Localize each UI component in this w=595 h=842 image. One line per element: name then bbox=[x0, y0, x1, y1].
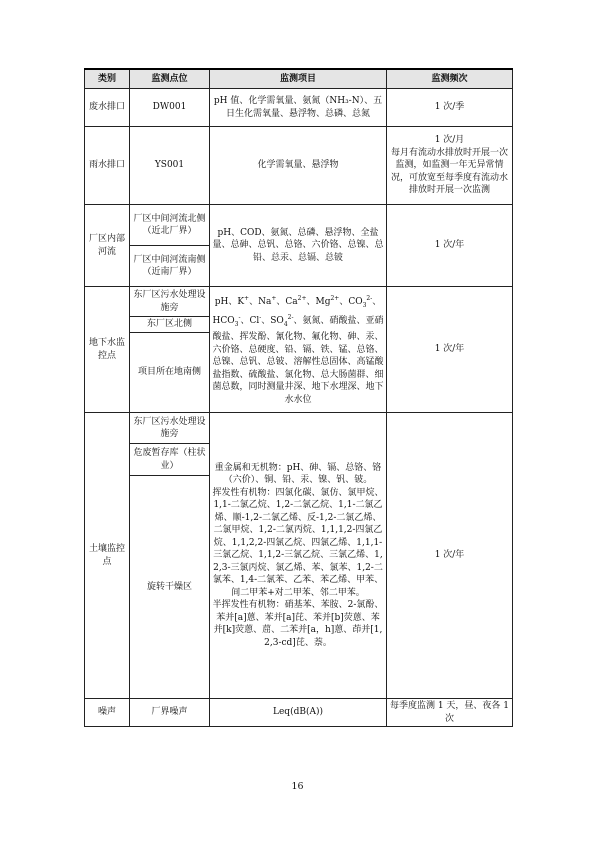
items-cell bbox=[210, 413, 387, 699]
point-cell: 东厂区污水处理设施旁 bbox=[130, 287, 210, 317]
heavy-metal-items: 重金属和无机物：pH、砷、镉、总铬、铬（六价）、铜、铅、汞、镍、钒、铍。 bbox=[214, 462, 382, 486]
frequency-cell: 1 次/年 bbox=[387, 205, 513, 287]
point-cell: 危废暂存库（柱状业） bbox=[130, 444, 210, 476]
table-header-row bbox=[85, 69, 513, 89]
items-cell: Leq(dB(A)) bbox=[210, 699, 387, 727]
frequency-cell: 1 次/年 bbox=[387, 413, 513, 699]
frequency-cell bbox=[387, 127, 513, 205]
table-row bbox=[85, 205, 513, 246]
category-cell: 厂区内部河流 bbox=[85, 205, 130, 287]
items-cell: 化学需氧量、悬浮物 bbox=[210, 127, 387, 205]
point-cell: 旋转干燥区 bbox=[130, 476, 210, 699]
category-cell: 地下水监控点 bbox=[85, 287, 130, 413]
table-row bbox=[85, 413, 513, 444]
items-cell: pH、K+、Na+、$Ca^{2+}$、$Mg^{2+}$、$CO_3^{2-}$、$HCO_3^-$、Cl-、$SO_4^{2-}$、氨氮、硝酸盐、亚硝酸盐、挥发酚、氰化物、氟化物、砷、汞、六价铬、总硬度、铅、镉、铁、锰、总铬、总镍、总钒、总铍、溶解性总固体、高锰酸盐指数、硫酸盐、氯化物、总大肠菌群、细菌总数，同时测量井深、地下水埋深、地下水水位 bbox=[210, 287, 387, 413]
items-cell: pH、COD、氨氮、总磷、悬浮物、全盐量、总砷、总钒、总铬、六价铬、总镍、总铅、总汞、总镉、总铍 bbox=[210, 205, 387, 287]
voc-items: 挥发性有机物：四氯化碳、氯仿、氯甲烷、1,1-二氯乙烷、1,2-二氯乙烷、1,1-二氯乙烯、顺-1,2-二氯乙烯、反-1,2-二氯乙烯、二氯甲烷、1,2-二氯丙烷、1,1,1,2-四氯乙烷、1,1,2,2-四氯乙烷、四氯乙烯、1,1,1-三氯乙烷、1,1,2-三氯乙烷、三氯乙烯、1,2,3-三氯丙烷、氯乙烯、苯、氯苯、1,2-二氯苯、1,4-二氯苯、乙苯、苯乙烯、甲苯、间二甲苯+对二甲苯、邻二甲苯。 bbox=[212, 487, 384, 598]
header-items: 监测项目 bbox=[210, 69, 387, 89]
point-cell: 东厂区污水处理设施旁 bbox=[130, 413, 210, 444]
header-category: 类别 bbox=[85, 69, 130, 89]
table-row bbox=[85, 127, 513, 205]
point-cell: 厂区中间河流北侧（近北厂界） bbox=[130, 205, 210, 246]
category-cell: 噪声 bbox=[85, 699, 130, 727]
monitoring-plan-table bbox=[84, 68, 513, 727]
frequency-line: 每月有流动水排放时开展一次监测，如监测一年无异常情况，可放宽至每季度有流动水排放时开展一次监测 bbox=[390, 147, 508, 196]
table-row bbox=[85, 89, 513, 127]
header-frequency: 监测频次 bbox=[387, 69, 513, 89]
page-number: 16 bbox=[291, 781, 304, 792]
frequency-cell: 1 次/年 bbox=[387, 287, 513, 413]
items-text: pH、K bbox=[214, 296, 245, 307]
frequency-cell: 1 次/季 bbox=[387, 89, 513, 127]
point-cell: 项目所在地南侧 bbox=[130, 333, 210, 413]
point-cell: YS001 bbox=[130, 127, 210, 205]
point-cell: 厂区中间河流南侧（近南厂界） bbox=[130, 246, 210, 287]
items-cell: pH 值、化学需氧量、氨氮（NH₃-N）、五日生化需氧量、悬浮物、总磷、总氮 bbox=[210, 89, 387, 127]
table-row bbox=[85, 287, 513, 317]
category-cell: 土壤监控点 bbox=[85, 413, 130, 699]
frequency-cell: 每季度监测 1 天，昼、夜各 1 次 bbox=[387, 699, 513, 727]
header-point: 监测点位 bbox=[130, 69, 210, 89]
table-row bbox=[85, 699, 513, 727]
point-cell: DW001 bbox=[130, 89, 210, 127]
frequency-line: 1 次/月 bbox=[434, 135, 465, 146]
point-cell: 东厂区北侧 bbox=[130, 317, 210, 333]
svoc-items: 半挥发性有机物：硝基苯、苯胺、2-氯酚、苯并[a]蒽、苯并[a]芘、苯并[b]荧蒽、苯并[k]荧蒽、䓛、二苯并[a，h]蒽、茚并[1,2,3-cd]芘、萘。 bbox=[212, 600, 384, 648]
category-cell: 雨水排口 bbox=[85, 127, 130, 205]
category-cell: 废水排口 bbox=[85, 89, 130, 127]
point-cell: 厂界噪声 bbox=[130, 699, 210, 727]
